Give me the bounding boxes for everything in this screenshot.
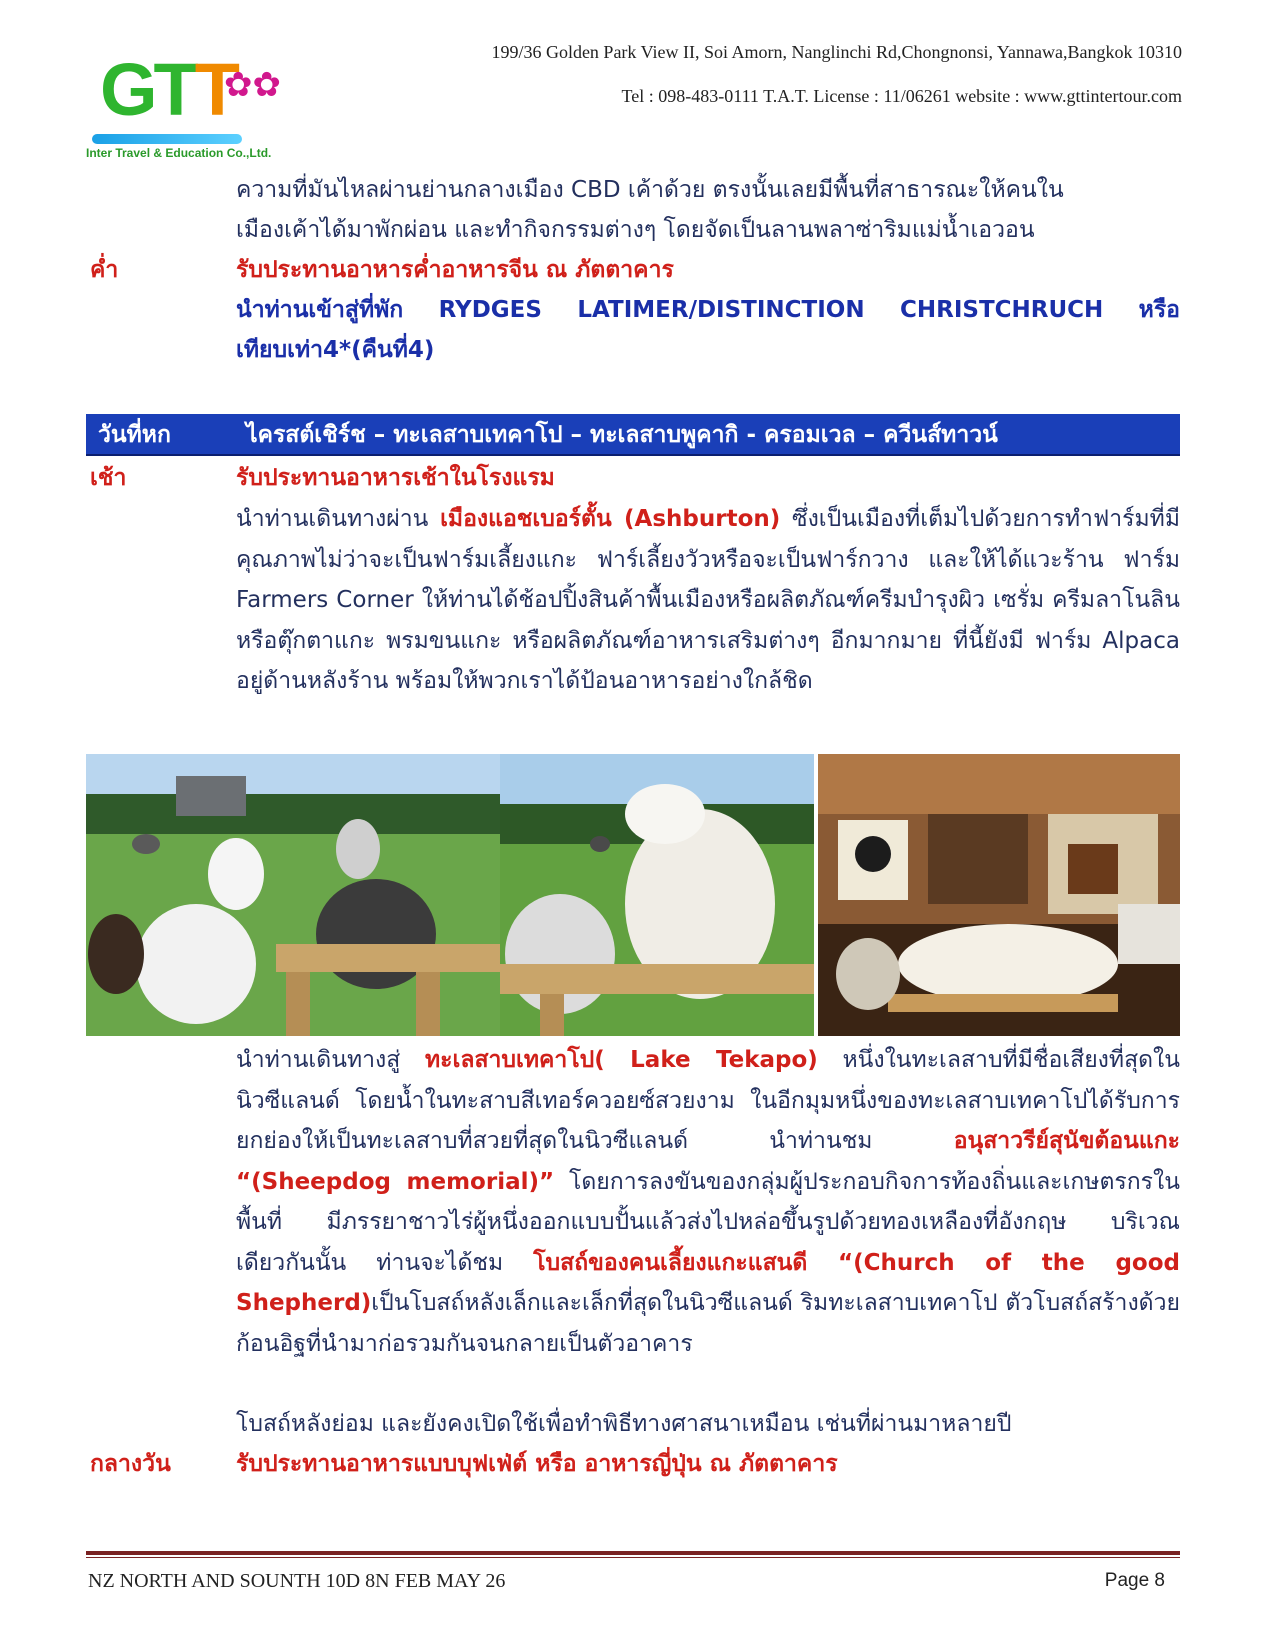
dinner-meal: รับประทานอาหารค่ำอาหารจีน ณ ภัตตาคาร: [236, 257, 674, 283]
morning-meal: รับประทานอาหารเช้าในโรงแรม: [236, 465, 555, 491]
morning-label: เช้า: [90, 465, 127, 491]
intro-line-1: ความที่มันไหลผ่านย่านกลางเมือง CBD เค้าด้วย ตรงนั้นเลยมีพื้นที่สาธารณะให้คนใน: [236, 177, 1064, 203]
sheepskin-store-photo: [818, 754, 1180, 1036]
alpaca-photo-1: [86, 754, 500, 1036]
company-contact: Tel : 098-483-0111 T.A.T. License : 11/06261 website : www.gttintertour.com: [621, 86, 1182, 106]
logo-subtitle: Inter Travel & Education Co.,Ltd.: [86, 146, 272, 160]
footer-rule: [86, 1551, 1180, 1555]
day-route-title: ไครสต์เชิร์ช – ทะเลสาบเทคาโป – ทะเลสาบพูคากิ - ครอมเวล – ควีนส์ทาวน์: [246, 422, 998, 448]
lunch-meal: รับประทานอาหารแบบบุฟเฟ่ต์ หรือ อาหารญี่ปุ่น ณ ภัตตาคาร: [236, 1451, 838, 1477]
flower-icon: ✿✿: [224, 65, 281, 105]
footer-rule-thin: [86, 1557, 1180, 1558]
alpaca-photo-2: [500, 754, 814, 1036]
company-address: 199/36 Golden Park View II, Soi Amorn, Nanglinchi Rd,Chongnonsi, Yannawa,Bangkok 10310: [491, 42, 1182, 62]
tekapo-paragraph: นำท่านเดินทางสู่ ทะเลสาบเทคาโป( Lake Tekapo) หนึ่งในทะเลสาบที่มีชื่อเสียงที่สุดในนิวซีแลนด์ โดยน้ำในทะสาบสีเทอร์ควอยซ์สวยงาม ในอีกมุมหนึ่งของทะเลสาบเทคาโปได้รับการยกย่องให้เป็นทะเลสาบที่สวยที่สุดในนิวซีแลนด์ นำท่านชม อนุสาวรีย์สุนัขต้อนแกะ “(Sheepdog memorial)” โดยการลงขันของกลุ่มผู้ประกอบกิจการท้องถิ่นและเกษตรกรในพื้นที่ มีภรรยาชาวไร่ผู้หนึ่งออกแบบปั้นแล้วส่งไปหล่อขึ้นรูปด้วยทองเหลืองที่อังกฤษ บริเวณเดียวกันนั้น ท่านจะได้ชม โบสถ์ของคนเลี้ยงแกะแสนดี “(Church of the good Shepherd)เป็นโบสถ์หลังเล็กและเล็กที่สุดในนิวซีแลนด์ ริมทะเลสาบเทคาโป ตัวโบสถ์สร้างด้วยก้อนอิฐที่นำมาก่อรวมกันจนกลายเป็นตัวอาคาร: [236, 1047, 1180, 1357]
ashburton-paragraph: นำท่านเดินทางผ่าน เมืองแอชเบอร์ตั้น (Ashburton) ซึ่งเป็นเมืองที่เต็มไปด้วยการทำฟาร์มที่มีคุณภาพไม่ว่าจะเป็นฟาร์มเลี้ยงแกะ ฟาร์เลี้ยงวัวหรือจะเป็นฟาร์กวาง และให้ได้แวะร้าน ฟาร์ม Farmers Corner ให้ท่านได้ช้อปปิ้งสินค้าพื้นเมืองหรือผลิตภัณฑ์ครีมบำรุงผิว เซรั่ม ครีมลาโนลิน หรือตุ๊กตาแกะ พรมขนแกะ หรือผลิตภัณฑ์อาหารเสริมต่างๆ อีกมากมาย ที่นี้ยังมี ฟาร์ม Alpaca อยู่ด้านหลังร้าน พร้อมให้พวกเราได้ป้อนอาหารอย่างใกล้ชิด: [236, 506, 1180, 694]
ashburton-highlight: เมืองแอชเบอร์ตั้น (Ashburton): [440, 506, 781, 532]
wave-icon: [92, 134, 242, 144]
dinner-label: ค่ำ: [90, 257, 119, 283]
company-logo: [86, 42, 286, 162]
logo-wordmark: GTT: [100, 48, 236, 131]
sheepdog-memorial-highlight: อนุสาวรีย์สุนัขต้อนแกะ “(Sheepdog memorial)”: [236, 1128, 1180, 1195]
intro-line-2: เมืองเค้าได้มาพักผ่อน และทำกิจกรรมต่างๆ โดยจัดเป็นลานพลาซ่าริมแม่น้ำเอวอน: [236, 217, 1035, 243]
hotel-line-1: นำท่านเข้าสู่ที่พัก RYDGES LATIMER/DISTINCTION CHRISTCHRUCH หรือ: [236, 297, 1180, 323]
lunch-label: กลางวัน: [90, 1451, 171, 1477]
page-number: Page 8: [1104, 1570, 1165, 1591]
footer-program-name: NZ NORTH AND SOUNTH 10D 8N FEB MAY 26: [88, 1570, 506, 1592]
day-header-bar: [86, 414, 1180, 456]
church-highlight: โบสถ์ของคนเลี้ยงแกะแสนดี “(Church of the good Shepherd): [236, 1249, 1180, 1316]
day-label: วันที่หก: [98, 422, 171, 448]
lake-tekapo-highlight: ทะเลสาบเทคาโป( Lake Tekapo): [424, 1047, 818, 1073]
tekapo-last-line: โบสถ์หลังย่อม และยังคงเปิดใช้เพื่อทำพิธีทางศาสนาเหมือน เช่นที่ผ่านมาหลายปี: [236, 1411, 1012, 1437]
hotel-line-2: เทียบเท่า4*(คืนที่4): [236, 337, 435, 363]
